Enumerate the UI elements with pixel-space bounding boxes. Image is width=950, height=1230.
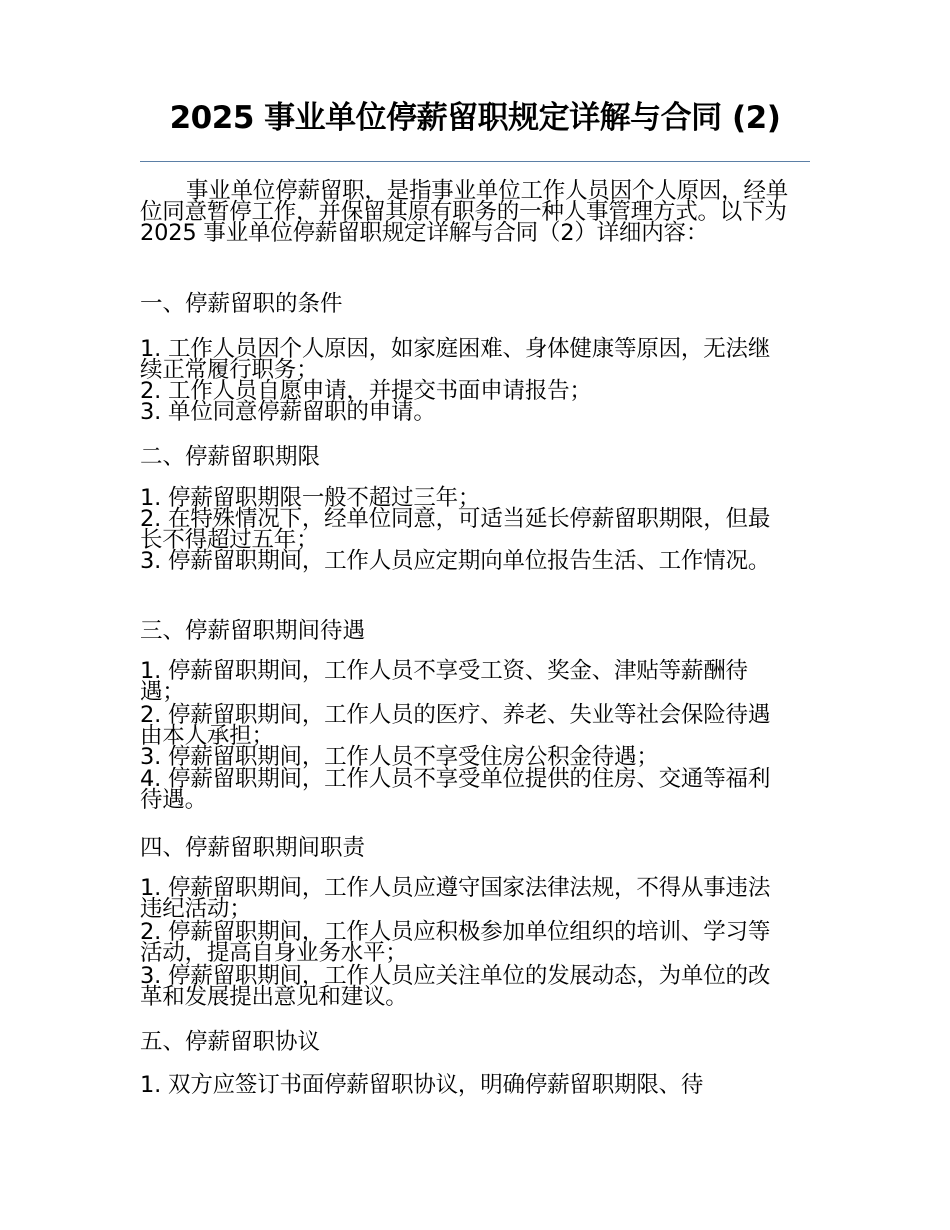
list-item: 3. 停薪留职期间，工作人员不享受住房公积金待遇； [140, 744, 659, 770]
list-item: 2. 在特殊情况下，经单位同意，可适当延长停薪留职期限，但最长不得超过五年； [140, 506, 771, 553]
list-item: 2. 停薪留职期间，工作人员的医疗、养老、失业等社会保险待遇由本人承担； [140, 702, 771, 749]
list-item: 3. 停薪留职期间，工作人员应定期向单位报告生活、工作情况。 [140, 548, 771, 574]
list-item: 1. 工作人员因个人原因，如家庭困难、身体健康等原因，无法继续正常履行职务； [140, 336, 771, 383]
section-heading-duties: 四、停薪留职期间职责 [140, 835, 366, 861]
list-item: 2. 停薪留职期间，工作人员应积极参加单位组织的培训、学习等活动，提高自身业务水平； [140, 919, 771, 966]
section-heading-agreement: 五、停薪留职协议 [140, 1029, 321, 1055]
list-item: 1. 停薪留职期限一般不超过三年； [140, 485, 481, 511]
list-item: 4. 停薪留职期间，工作人员不享受单位提供的住房、交通等福利待遇。 [140, 766, 771, 813]
list-item: 1. 停薪留职期间，工作人员应遵守国家法律法规，不得从事违法违纪活动； [140, 875, 771, 922]
list-item: 1. 停薪留职期间，工作人员不享受工资、奖金、津贴等薪酬待遇； [140, 658, 748, 705]
document-title: 2025 事业单位停薪留职规定详解与合同 (2) [169, 100, 781, 136]
section-heading-duration: 二、停薪留职期限 [140, 444, 321, 470]
section-heading-conditions: 一、停薪留职的条件 [140, 291, 343, 317]
section-heading-benefits: 三、停薪留职期间待遇 [140, 618, 366, 644]
list-item: 2. 工作人员自愿申请，并提交书面申请报告； [140, 378, 592, 404]
intro-paragraph: 事业单位停薪留职，是指事业单位工作人员因个人原因，经单位同意暂停工作，并保留其原有职务的一种人事管理方式。以下为 2025 事业单位停薪留职规定详解与合同（2）详细内容： [140, 178, 789, 246]
list-item: 3. 停薪留职期间，工作人员应关注单位的发展动态，为单位的改革和发展提出意见和建议。 [140, 963, 771, 1010]
list-item: 1. 双方应签订书面停薪留职协议，明确停薪留职期限、待 [140, 1072, 704, 1098]
title-divider [140, 161, 810, 162]
list-item: 3. 单位同意停薪留职的申请。 [140, 399, 436, 425]
